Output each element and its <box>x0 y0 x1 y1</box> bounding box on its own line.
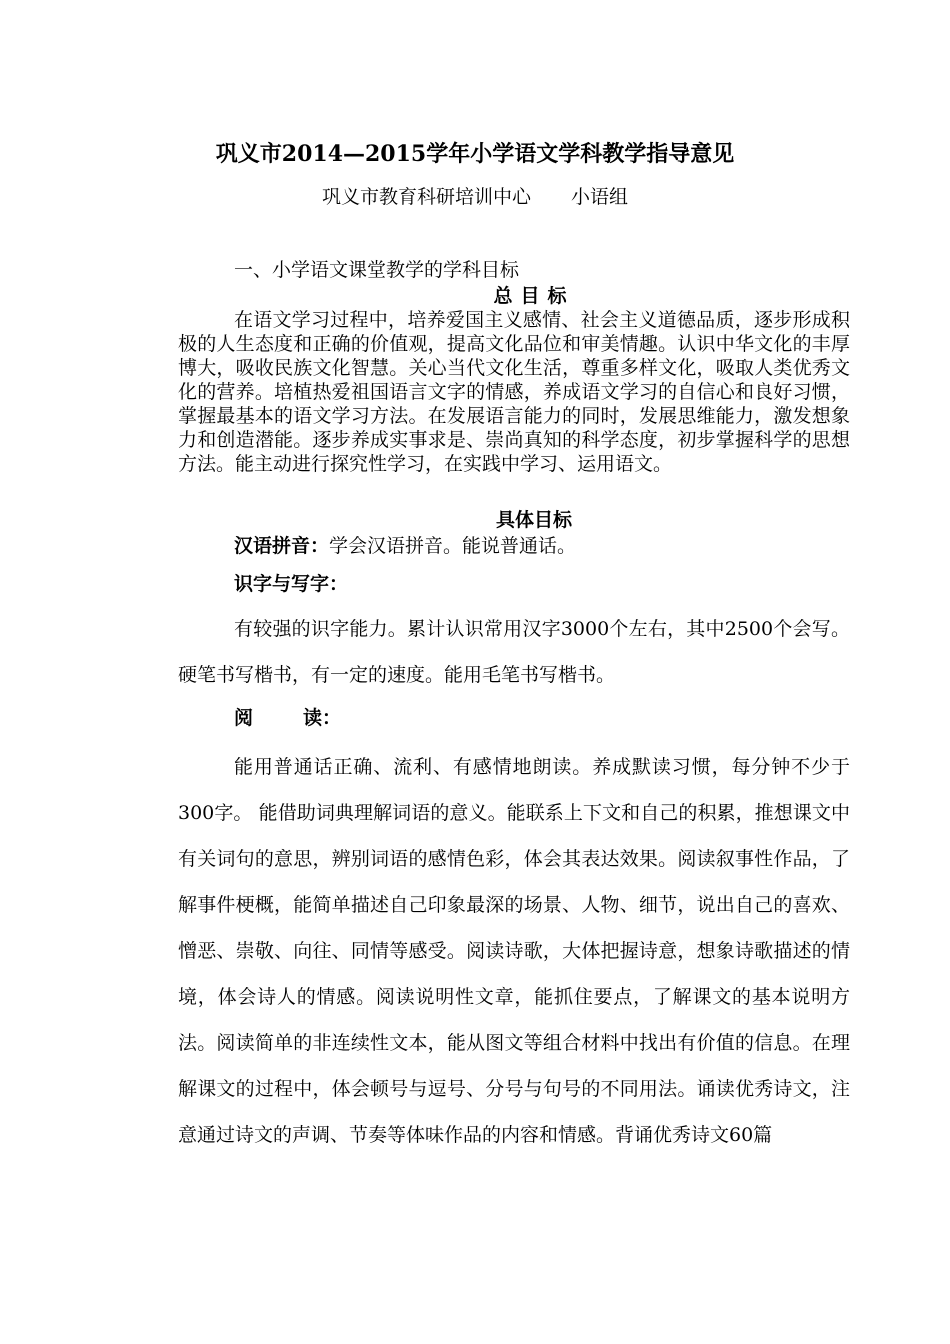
yuedu-label-second: 读： <box>303 707 342 729</box>
overall-goal-paragraph: 在语文学习过程中，培养爱国主义感情、社会主义道德品质，逐步形成积极的人生态度和正确的价值观，提高文化品位和审美情趣。认识中华文化的丰厚博大，吸收民族文化智慧。关心当代文化生活，尊重多样文化，吸取人类优秀文化的营养。培植热爱祖国语言文字的情感，养成语文学习的自信心和良好习惯，掌握最基本的语文学习方法。在发展语言能力的同时，发展思维能力，激发想象力和创造潜能。逐步养成实事求是、崇尚真知的科学态度，初步掌握科学的思想方法。能主动进行探究性学习，在实践中学习、运用语文。 <box>178 309 850 475</box>
shizi-label: 识字与写字： <box>234 573 349 595</box>
document-subtitle <box>0 180 950 214</box>
subtitle-organization: 巩义市教育科研培训中心 <box>321 186 531 208</box>
document-title: 巩义市2014—2015学年小学语文学科教学指导意见 <box>215 141 735 167</box>
pinyin-line <box>178 534 850 558</box>
shizi-paragraph: 有较强的识字能力。累计认识常用汉字3000个左右，其中2500个会写。硬笔书写楷书，有一定的速度。能用毛笔书写楷书。 <box>178 618 850 686</box>
subtitle-group: 小语组 <box>571 186 629 208</box>
specific-goal-heading: 具体目标 <box>495 509 572 531</box>
pinyin-text: 学会汉语拼音。能说普通话。 <box>329 535 577 557</box>
pinyin-label: 汉语拼音： <box>234 535 330 557</box>
overall-goal-heading: 总目标 <box>493 285 575 307</box>
yuedu-label <box>178 704 850 732</box>
yuedu-paragraph: 能用普通话正确、流利、有感情地朗读。养成默读习惯，每分钟不少于300字。 能借助词典理解词语的意义。能联系上下文和自己的积累，推想课文中有关词句的意思，辨别词语的感情色彩，体会其表达效果。阅读叙事性作品，了解事件梗概，能简单描述自己印象最深的场景、人物、细节，说出自己的喜欢、憎恶、崇敬、向往、同情等感受。阅读诗歌，大体把握诗意，想象诗歌描述的情境，体会诗人的情感。阅读说明性文章，能抓住要点，了解课文的基本说明方法。阅读简单的非连续性文本，能从图文等组合材料中找出有价值的信息。在理解课文的过程中，体会顿号与逗号、分号与句号的不同用法。诵读优秀诗文，注意通过诗文的声调、节奏等体味作品的内容和情感。背诵优秀诗文60篇 <box>178 756 850 1146</box>
yuedu-label-first: 阅 <box>234 707 254 729</box>
section-heading: 一、小学语文课堂教学的学科目标 <box>234 259 520 281</box>
